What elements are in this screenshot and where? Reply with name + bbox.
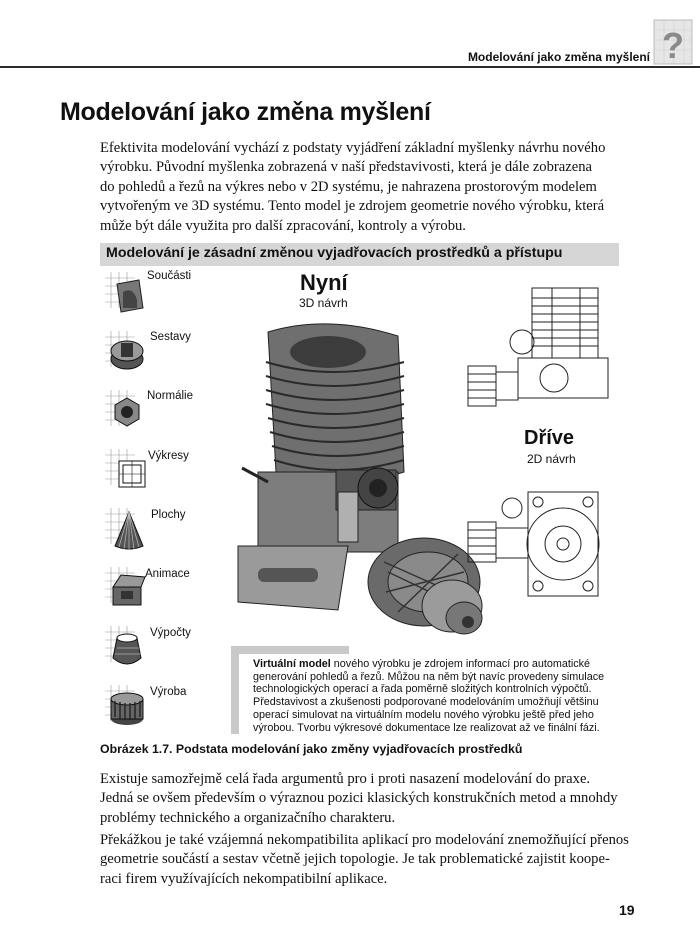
svg-text:?: ? (662, 25, 684, 66)
question-mark-icon (652, 14, 694, 66)
category-label-assemblies: Sestavy (150, 331, 191, 343)
text-line: Jedná se ovšem především o výraznou pozici klasických konstrukčních metod a mnohdy (100, 790, 618, 807)
now-title: Nyní (300, 270, 348, 295)
engine-3d-model-image (228, 322, 490, 638)
before-title: Dříve (524, 427, 575, 449)
text-line: může být dále využita pro další zpracování, kontroly a výrobu. (100, 217, 466, 234)
text-line: Překážkou je také vzájemná nekompatibilita aplikací pro modelování znemožňující přenos (100, 832, 629, 848)
standard-parts-icon (103, 388, 149, 434)
text-line: Existuje samozřejmě celá řada argumentů pro i proti nasazení modelování do praxe. (100, 771, 591, 787)
drawing-icon (103, 447, 149, 493)
category-label-standard-parts: Normálie (147, 390, 194, 402)
analysis-icon (103, 624, 149, 670)
assembly-icon (103, 329, 149, 375)
figure-note (253, 658, 638, 734)
note-line-rest: nového výrobku je zdrojem informací pro automatické (330, 658, 591, 670)
note-line: výrobou. Tvorbu výkresové dokumentace lze realizovat až ve finální fázi. (253, 721, 600, 734)
note-line: operací simulovat na virtuálním modelu nového výrobku ještě před jeho (253, 708, 594, 721)
note-line: generování pohledů a řezů. Můžou na něm být navíc provedeny simulace (253, 670, 605, 683)
text-line: do pohledů a řezů na výkres nebo v 2D systému, je nahrazena prostorovým modelem (100, 178, 597, 195)
paragraph-2 (100, 770, 645, 828)
part-icon (103, 270, 149, 316)
category-label-surfaces: Plochy (151, 509, 186, 521)
category-label-manufacturing: Výroba (150, 686, 187, 698)
figure-title: Modelování je zásadní změnou vyjadřovacích prostředků a přístupu (106, 245, 563, 261)
note-line: Představivost a zkušenosti podporované modelováním umožňují většinu (253, 696, 599, 709)
running-header-title: Modelování jako změna myšlení (467, 50, 650, 64)
surface-icon (103, 506, 149, 552)
text-line: problémy technického a organizačního charakteru. (100, 809, 396, 826)
category-label-animation: Animace (145, 568, 190, 580)
category-label-drawings: Výkresy (148, 450, 189, 462)
figure-caption: Obrázek 1.7. Podstata modelování jako změny vyjadřovacích prostředků (100, 742, 523, 756)
section-heading: Modelování jako změna myšlení (60, 98, 431, 126)
note-line (253, 658, 638, 671)
manufacturing-icon (103, 683, 149, 729)
category-label-parts: Součásti (147, 270, 192, 282)
page-number: 19 (619, 902, 635, 918)
text-line: výrobku. Původní myšlenka zobrazená v naší představivosti, která je dále zobrazena (100, 159, 592, 176)
paragraph-3 (100, 831, 645, 889)
before-subtitle: 2D návrh (527, 452, 576, 466)
text-line: Efektivita modelování vychází z podstaty vyjádření základní myšlenky návrhu nového (100, 140, 606, 156)
engine-2d-side-view-drawing (462, 282, 612, 412)
text-line: vytvořeným ve 3D systému. Tento model je zdrojem geometrie nového výrobku, která (100, 198, 605, 215)
text-line: raci firem využívajících nekompatibilní aplikace. (100, 870, 388, 887)
text-line: geometrie součástí a sestav včetně jejich topologie. Je tak problematické zajistit koope- (100, 851, 610, 868)
intro-paragraph (100, 139, 645, 236)
note-line: technologických operací a řada poměrně složitých kontrolních výpočtů. (253, 683, 592, 696)
category-label-calculations: Výpočty (150, 627, 191, 639)
animation-icon (103, 565, 149, 611)
now-subtitle: 3D návrh (299, 296, 348, 310)
note-lead: Virtuální model (253, 658, 331, 670)
header-rule (0, 66, 700, 68)
engine-2d-front-view-drawing (462, 478, 612, 612)
